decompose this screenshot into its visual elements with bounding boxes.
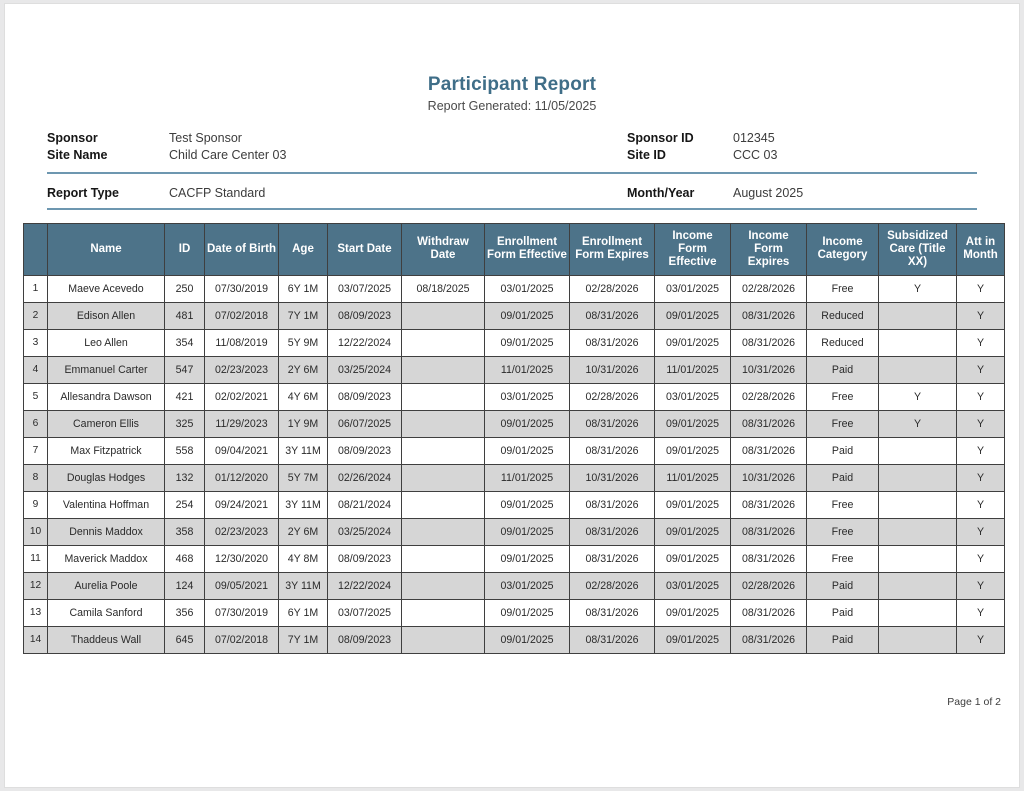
table-cell: 08/31/2026 [731,302,807,329]
page-title: Participant Report [427,74,597,95]
table-cell: Y [957,410,1005,437]
table-cell: Valentina Hoffman [48,491,165,518]
row-index: 1 [24,275,48,302]
table-row [24,464,1005,491]
table-row [24,356,1005,383]
table-cell: 4Y 6M [279,383,328,410]
table-cell: 02/02/2021 [205,383,279,410]
table-cell: 6Y 1M [279,599,328,626]
table-cell: 3Y 11M [279,491,328,518]
site-name-value: Child Care Center 03 [169,147,287,162]
table-cell: 3Y 11M [279,437,328,464]
table-cell: Y [957,275,1005,302]
table-cell: 5Y 9M [279,329,328,356]
row-index: 10 [24,518,48,545]
table-cell: Y [957,302,1005,329]
table-cell: 325 [165,410,205,437]
table-cell: Camila Sanford [48,599,165,626]
table-cell: 11/01/2025 [485,356,570,383]
summary-meta-bottom [47,186,977,210]
column-header-income-form-effective: Income Form Effective [655,223,731,275]
table-cell: Paid [807,572,879,599]
table-cell: 3Y 11M [279,572,328,599]
table-cell: Emmanuel Carter [48,356,165,383]
table-cell: 08/31/2026 [570,329,655,356]
table-cell: Paid [807,356,879,383]
table-cell: Max Fitzpatrick [48,437,165,464]
table-cell: 08/31/2026 [570,545,655,572]
table-cell: 645 [165,626,205,653]
table-cell: 03/01/2025 [655,572,731,599]
site-name-label: Site Name [47,147,108,162]
table-cell [879,545,957,572]
row-index: 5 [24,383,48,410]
table-cell: 09/01/2025 [655,302,731,329]
table-cell: 02/28/2026 [731,383,807,410]
table-cell: 11/29/2023 [205,410,279,437]
table-cell: 132 [165,464,205,491]
table-cell: 12/22/2024 [328,572,402,599]
table-cell: 09/01/2025 [485,491,570,518]
row-index: 3 [24,329,48,356]
sponsor-info-group [47,130,627,164]
table-cell: 5Y 7M [279,464,328,491]
column-header-withdraw-date: Withdraw Date [402,223,485,275]
table-cell: 421 [165,383,205,410]
table-body [24,275,1005,653]
table-cell: 10/31/2026 [570,464,655,491]
column-header-age: Age [279,223,328,275]
table-cell: Free [807,275,879,302]
table-cell: 11/01/2025 [655,464,731,491]
table-cell: 02/26/2024 [328,464,402,491]
table-cell: Y [957,383,1005,410]
table-cell: Y [957,626,1005,653]
sponsor-info-values [169,130,286,164]
table-cell: Cameron Ellis [48,410,165,437]
column-header-subsidized-care-title-xx: Subsidized Care (Title XX) [879,223,957,275]
table-cell: Paid [807,599,879,626]
table-cell: 08/31/2026 [731,437,807,464]
table-cell: 09/01/2025 [485,410,570,437]
sponsor-id-label: Sponsor ID [627,130,694,145]
table-cell: 09/01/2025 [655,491,731,518]
table-cell [879,599,957,626]
table-cell [402,545,485,572]
table-cell: 02/23/2023 [205,356,279,383]
table-cell: 09/01/2025 [655,626,731,653]
table-row [24,410,1005,437]
table-cell [879,491,957,518]
table-cell: Y [957,437,1005,464]
section-divider-top [47,172,977,174]
table-cell: 250 [165,275,205,302]
table-cell: 254 [165,491,205,518]
table-row [24,491,1005,518]
table-cell: Y [957,518,1005,545]
site-id-label: Site ID [627,147,666,162]
table-cell: 08/31/2026 [570,626,655,653]
table-cell: Y [957,329,1005,356]
table-cell: Y [957,491,1005,518]
row-index: 2 [24,302,48,329]
table-cell: Free [807,383,879,410]
table-row [24,383,1005,410]
table-cell: 03/25/2024 [328,518,402,545]
table-cell: 02/28/2026 [570,383,655,410]
table-cell: 09/01/2025 [655,518,731,545]
table-cell: Maverick Maddox [48,545,165,572]
summary-meta-top [47,130,977,174]
table-cell: Free [807,491,879,518]
table-cell: 02/28/2026 [570,275,655,302]
table-cell: 08/09/2023 [328,302,402,329]
table-row [24,572,1005,599]
table-cell [879,626,957,653]
table-cell: 08/31/2026 [570,302,655,329]
table-cell: 11/01/2025 [655,356,731,383]
table-cell [402,572,485,599]
table-cell: 08/09/2023 [328,626,402,653]
table-cell: 09/01/2025 [655,599,731,626]
table-cell [402,383,485,410]
table-cell: Aurelia Poole [48,572,165,599]
table-cell: 09/01/2025 [655,437,731,464]
table-cell: 02/28/2026 [731,275,807,302]
table-cell: 09/01/2025 [485,329,570,356]
row-index: 4 [24,356,48,383]
table-cell [879,356,957,383]
table-cell: Paid [807,437,879,464]
table-cell: 08/31/2026 [570,410,655,437]
table-cell: 10/31/2026 [570,356,655,383]
column-header-start-date: Start Date [328,223,402,275]
column-header-date-of-birth: Date of Birth [205,223,279,275]
table-cell: 03/01/2025 [655,275,731,302]
table-cell: 09/01/2025 [485,545,570,572]
table-cell: Y [957,599,1005,626]
table-cell: 7Y 1M [279,302,328,329]
table-cell: 06/07/2025 [328,410,402,437]
row-index: 9 [24,491,48,518]
page-number: Page 1 of 2 [947,696,1001,708]
table-cell: 12/22/2024 [328,329,402,356]
table-cell: 4Y 8M [279,545,328,572]
table-cell: 356 [165,599,205,626]
row-index: 11 [24,545,48,572]
table-cell: 09/01/2025 [485,518,570,545]
table-row [24,518,1005,545]
table-cell: 08/31/2026 [570,437,655,464]
table-cell: 08/31/2026 [731,518,807,545]
column-header-id: ID [165,223,205,275]
table-cell: 08/31/2026 [731,329,807,356]
table-cell: Edison Allen [48,302,165,329]
table-cell: Y [957,545,1005,572]
row-index: 6 [24,410,48,437]
table-cell [879,518,957,545]
column-header-att-in-month: Att in Month [957,223,1005,275]
table-cell [402,626,485,653]
table-cell: Thaddeus Wall [48,626,165,653]
table-row [24,437,1005,464]
table-cell [879,572,957,599]
table-cell: 09/01/2025 [655,545,731,572]
table-cell: Reduced [807,329,879,356]
sponsor-info-labels [47,130,169,164]
table-cell: 07/02/2018 [205,302,279,329]
row-index: 13 [24,599,48,626]
table-cell: 01/12/2020 [205,464,279,491]
row-index: 12 [24,572,48,599]
table-row [24,599,1005,626]
table-row [24,329,1005,356]
column-header-index [24,223,48,275]
table-cell: Dennis Maddox [48,518,165,545]
table-cell: 08/31/2026 [731,599,807,626]
column-header-income-form-expires: Income Form Expires [731,223,807,275]
table-cell: Paid [807,464,879,491]
table-cell [879,464,957,491]
table-cell [402,437,485,464]
id-info-labels [627,130,733,164]
table-cell: 02/23/2023 [205,518,279,545]
report-type-value: CACFP Standard [169,185,266,200]
table-cell: 08/31/2026 [731,545,807,572]
table-cell: 03/01/2025 [485,383,570,410]
table-cell: 09/01/2025 [485,626,570,653]
id-info-group [627,130,977,164]
table-cell: 09/01/2025 [485,437,570,464]
table-cell [402,410,485,437]
table-cell: Y [957,572,1005,599]
table-cell [402,518,485,545]
table-cell [879,329,957,356]
table-cell: 03/07/2025 [328,275,402,302]
table-cell: Y [879,275,957,302]
table-cell: 08/31/2026 [731,410,807,437]
column-header-enrollment-form-expires: Enrollment Form Expires [570,223,655,275]
table-cell: 10/31/2026 [731,464,807,491]
table-cell: Douglas Hodges [48,464,165,491]
table-cell: 02/28/2026 [731,572,807,599]
column-header-income-category: Income Category [807,223,879,275]
report-generated-date: Report Generated: 11/05/2025 [427,98,597,113]
table-cell: 09/24/2021 [205,491,279,518]
table-cell: Paid [807,626,879,653]
table-cell [402,491,485,518]
table-cell: 08/31/2026 [570,491,655,518]
table-cell: 03/01/2025 [655,383,731,410]
table-cell: Free [807,410,879,437]
table-cell: 08/21/2024 [328,491,402,518]
table-row [24,626,1005,653]
sponsor-label: Sponsor [47,130,98,145]
column-header-name: Name [48,223,165,275]
table-cell: 09/05/2021 [205,572,279,599]
sponsor-value: Test Sponsor [169,130,242,145]
table-cell: 2Y 6M [279,518,328,545]
table-cell: Y [957,356,1005,383]
table-row [24,302,1005,329]
table-cell [402,302,485,329]
table-cell [879,437,957,464]
table-cell: 09/01/2025 [485,599,570,626]
table-cell [879,302,957,329]
table-cell: 08/09/2023 [328,545,402,572]
table-cell: 09/01/2025 [485,302,570,329]
table-cell: 07/30/2019 [205,275,279,302]
table-cell: 12/30/2020 [205,545,279,572]
table-cell: Free [807,518,879,545]
table-cell: 09/04/2021 [205,437,279,464]
table-cell: Leo Allen [48,329,165,356]
table-cell [402,599,485,626]
table-cell [402,356,485,383]
row-index: 8 [24,464,48,491]
row-index: 7 [24,437,48,464]
table-header-row [24,223,1005,275]
row-index: 14 [24,626,48,653]
table-cell: 7Y 1M [279,626,328,653]
report-type-label: Report Type [47,185,119,200]
table-cell: 08/09/2023 [328,437,402,464]
table-cell: 11/01/2025 [485,464,570,491]
section-divider-bottom [47,208,977,210]
month-year-label: Month/Year [627,185,695,200]
column-header-enrollment-form-effective: Enrollment Form Effective [485,223,570,275]
table-cell: 468 [165,545,205,572]
month-year-value: August 2025 [733,185,804,200]
table-cell: 09/01/2025 [655,410,731,437]
report-page [4,3,1020,788]
table-cell: Y [879,383,957,410]
id-info-values [733,130,777,164]
table-cell: 07/30/2019 [205,599,279,626]
site-id-value: CCC 03 [733,147,778,162]
table-cell: Y [957,464,1005,491]
report-header [5,4,1019,114]
table-cell: 03/01/2025 [485,572,570,599]
table-cell: 1Y 9M [279,410,328,437]
table-cell: 08/31/2026 [570,518,655,545]
table-cell: 07/02/2018 [205,626,279,653]
table-cell: 481 [165,302,205,329]
table-cell: Maeve Acevedo [48,275,165,302]
table-cell: 08/18/2025 [402,275,485,302]
table-cell: 358 [165,518,205,545]
table-cell: Y [879,410,957,437]
table-row [24,275,1005,302]
table-cell: Reduced [807,302,879,329]
table-cell: 08/09/2023 [328,383,402,410]
table-cell: 354 [165,329,205,356]
table-cell: 08/31/2026 [731,626,807,653]
table-row [24,545,1005,572]
table-cell: 09/01/2025 [655,329,731,356]
table-cell: 03/01/2025 [485,275,570,302]
table-cell: 124 [165,572,205,599]
table-cell: 03/07/2025 [328,599,402,626]
table-cell: 6Y 1M [279,275,328,302]
table-cell [402,464,485,491]
participant-table [23,223,1005,654]
table-cell: 558 [165,437,205,464]
table-cell: 547 [165,356,205,383]
table-cell: 11/08/2019 [205,329,279,356]
table-cell: Free [807,545,879,572]
table-cell: 10/31/2026 [731,356,807,383]
table-cell: 03/25/2024 [328,356,402,383]
table-cell: 08/31/2026 [731,491,807,518]
table-cell [402,329,485,356]
table-cell: 2Y 6M [279,356,328,383]
table-cell: Allesandra Dawson [48,383,165,410]
table-cell: 02/28/2026 [570,572,655,599]
sponsor-id-value: 012345 [733,130,775,145]
table-cell: 08/31/2026 [570,599,655,626]
